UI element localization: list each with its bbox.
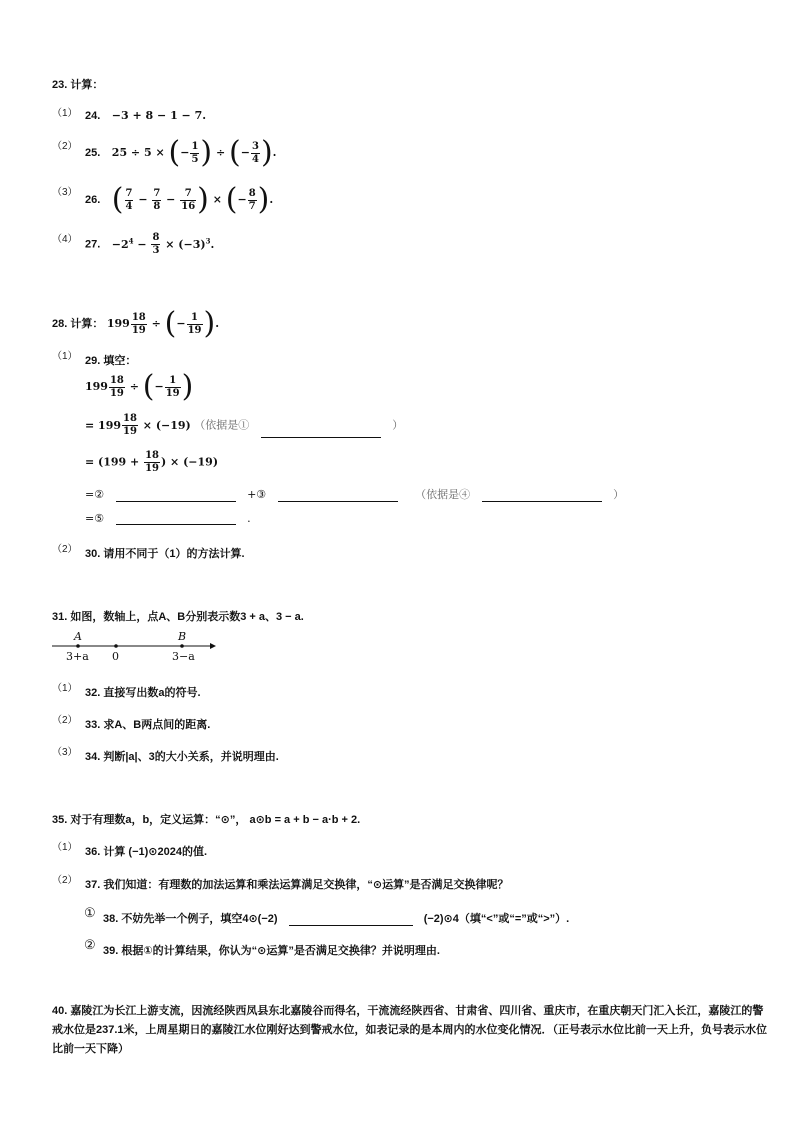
part-mark-4: （4） [52,234,78,245]
q36-text: 36. 计算 (−1)⊙2024的值. [85,846,208,858]
q34-text: 34. 判断|a|、3的大小关系，并说明理由. [85,751,279,763]
q26-line [85,182,274,217]
q37-text: 37. 我们知道：有理数的加法运算和乘法运算满足交换律，“⊙运算”是否满足交换律呢？ [85,879,509,891]
axis-arrow-icon [210,643,216,649]
part-mark-1: （1） [52,108,78,119]
question-28-label: 28. 计算： [52,318,104,330]
q24-expression: −3 + 8 − 1 − 7. [111,109,207,122]
q24-line [85,109,206,122]
blank-3[interactable] [278,489,398,502]
q24-number: 24. [85,110,101,122]
q32-text: 32. 直接写出数a的符号. [85,687,201,699]
q38-text-a: 38. 不妨先举一个例子，填空4⊙(−2) [103,913,278,925]
step-4-end: . [247,512,251,525]
question-28-stem [52,306,220,341]
axis-tick-zero: 0 [112,650,119,663]
question-23-stem: 23. 计算： [52,79,104,91]
q29-step-0: 199 $\frac{18}{19}$ ÷ (− $\frac{1}{19}$ ) [85,369,194,404]
q27-line [85,232,214,257]
blank-compare[interactable] [289,913,413,926]
question-31-stem: 31. 如图，数轴上，点A、B分别表示数3 + a、3 − a. [52,611,304,623]
q27-expression: $-2^4$ − $\frac{8}{3}$ × $(-3)^3$. [111,232,215,256]
part-mark-3: （3） [52,747,78,758]
q38-line [103,910,569,926]
point-b [180,644,184,648]
q25-line [85,135,277,170]
part-mark-1: （1） [52,683,78,694]
basis-4-label: （依据是④ [415,488,471,501]
point-zero [114,644,118,648]
q33-text: 33. 求A、B两点间的距离. [85,719,211,731]
q26-number: 26. [85,194,101,206]
q29-step-3 [85,486,624,502]
basis-1-label: （依据是① [194,418,250,432]
question-35-stem: 35. 对于有理数a，b，定义运算：“⊙”， a⊙b = a + b − a·b + 2. [52,814,361,826]
part-mark-2: （2） [52,544,78,555]
part-mark-2: （2） [52,875,78,886]
point-a [76,644,80,648]
question-40-stem: 40. 嘉陵江为长江上游支流，因流经陕西凤县东北嘉陵谷而得名，干流流经陕西省、甘肃省、四川省、重庆市，在重庆朝天门汇入长江，嘉陵江的警戒水位是237.1米，上周星期日的嘉陵江水位刚好达到警戒水位，如表记录的是本周内的水位变化情况．（正号表示水位比前一天上升，负号表示水位比前一天下降） [52,1005,768,1055]
part-mark-1: （1） [52,842,78,853]
sub-mark-1: ① [84,906,96,921]
part-mark-3: （3） [52,187,78,198]
step-3-eq-label: =② [85,488,105,501]
part-mark-2: （2） [52,141,78,152]
axis-tick-left: 3+a [66,650,89,663]
basis-4-close: ） [613,488,625,501]
q28-expression: 199 $\frac{18}{19}$ ÷ (− $\frac{1}{19}$ ). [106,306,220,341]
q25-number: 25. [85,147,101,159]
part-mark-2: （2） [52,715,78,726]
part-mark-1: （1） [52,351,78,362]
step-3-plus-label: +③ [247,488,267,501]
q29-step-1: = 199 $\frac{18}{19}$ × (−19) （依据是① ） [85,413,404,437]
q27-number: 27. [85,238,101,251]
basis-1-close: ） [392,418,404,432]
q30-text: 30. 请用不同于（1）的方法计算. [85,548,245,560]
axis-label-b: B [178,630,187,643]
sub-mark-2: ② [84,938,96,953]
blank-2[interactable] [116,489,236,502]
q29-step-4 [85,512,251,525]
blank-4[interactable] [482,489,602,502]
axis-label-a: A [74,630,82,643]
blank-1[interactable] [261,425,381,438]
q39-text: 39. 根据①的计算结果，你认为“⊙运算”是否满足交换律？并说明理由. [103,945,440,957]
blank-5[interactable] [116,512,236,525]
q29-label: 29. 填空： [85,355,137,367]
q38-text-b: (−2)⊙4（填“<”或“=”或“>”）. [423,913,570,925]
q26-expression: ( $\frac{7}{4}$ − $\frac{7}{8}$ − $\frac{7}{16}$ ) × (− $\frac{8}{7}$ ). [111,182,274,217]
q25-expression: 25 ÷ 5 × (− $\frac{1}{5}$ ) ÷ (− $\frac{3}{4}$ ). [111,135,277,170]
axis-tick-right: 3−a [172,650,195,663]
q29-step-2: = (199 + $\frac{18}{19}$ ) × (−19) [85,450,219,474]
step-4-eq-label: =⑤ [85,512,105,525]
